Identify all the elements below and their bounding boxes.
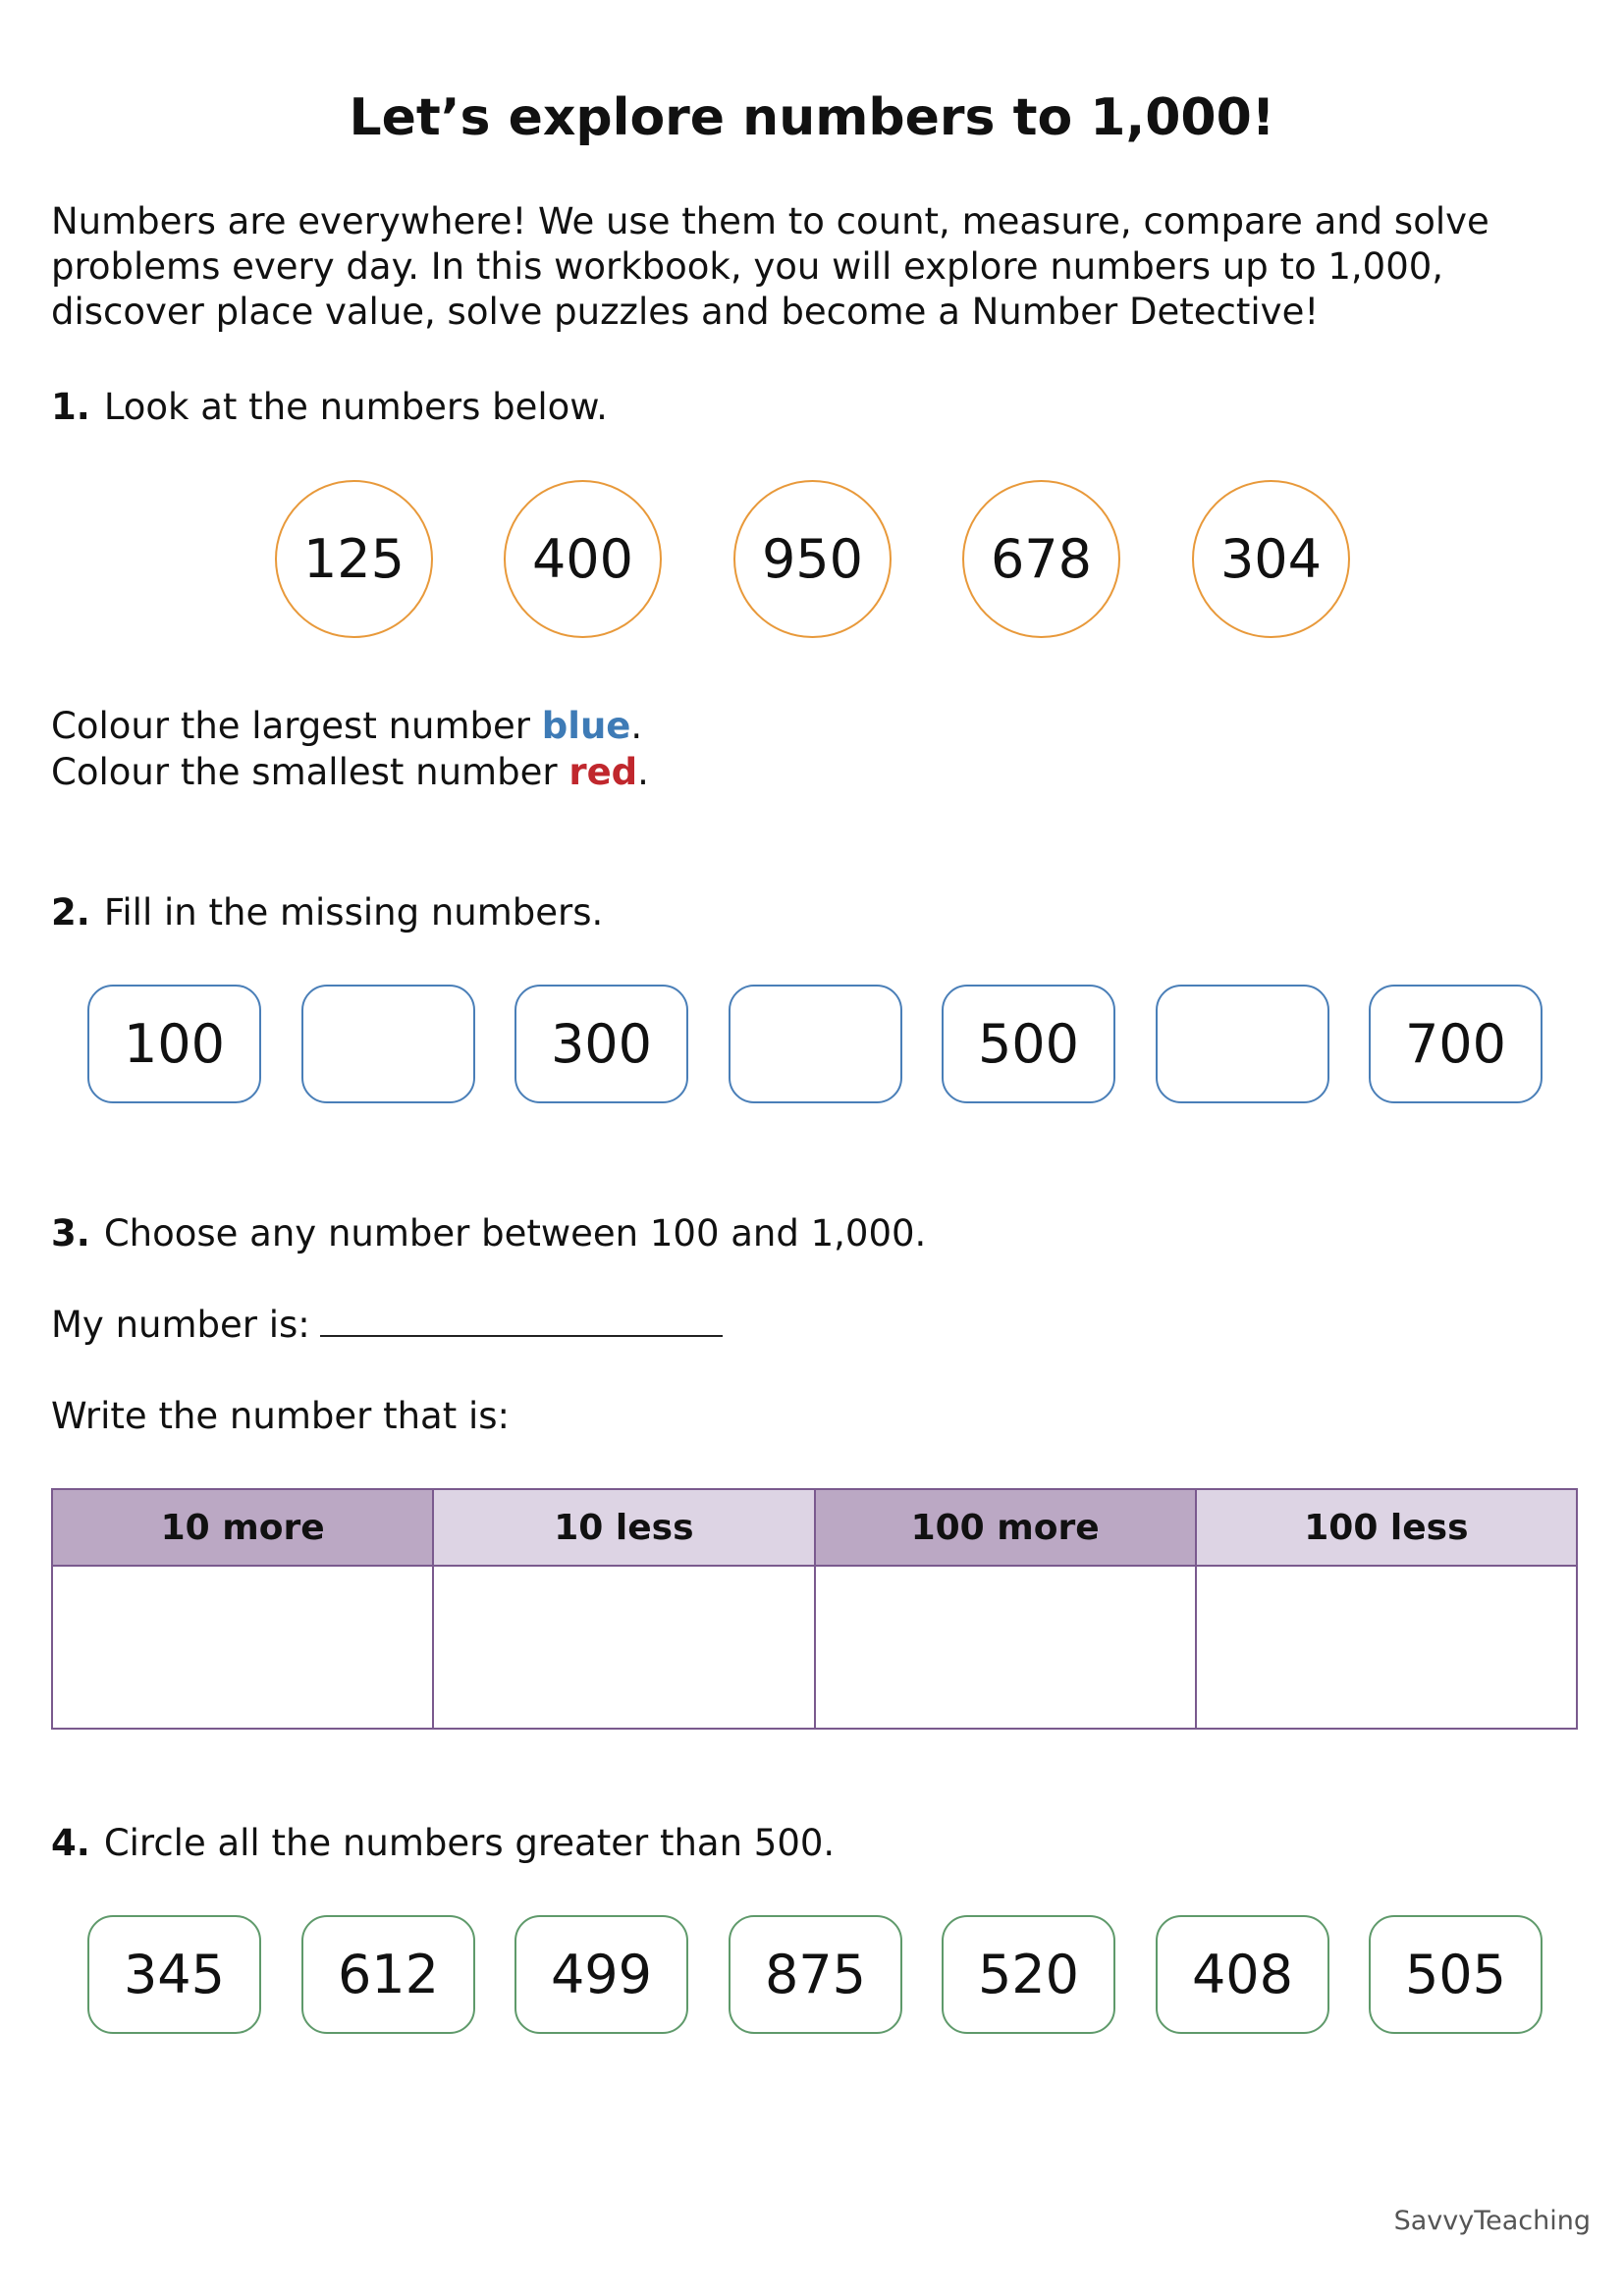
number-option-box[interactable]: 875 bbox=[729, 1915, 902, 2034]
my-number-row bbox=[51, 1304, 723, 1346]
question-4 bbox=[51, 1822, 835, 1864]
answer-cell-10-less[interactable] bbox=[433, 1566, 814, 1729]
question-1 bbox=[51, 386, 608, 428]
number-circle[interactable]: 400 bbox=[504, 480, 662, 638]
question-text: Look at the numbers below. bbox=[103, 386, 608, 428]
intro-line: discover place value, solve puzzles and become a Number Detective! bbox=[51, 291, 1320, 333]
number-option-box[interactable]: 505 bbox=[1369, 1915, 1543, 2034]
table-row bbox=[52, 1566, 1577, 1729]
number-circle[interactable]: 678 bbox=[962, 480, 1120, 638]
instruction-text: Colour the smallest number bbox=[51, 751, 569, 793]
number-circle[interactable]: 125 bbox=[275, 480, 433, 638]
colour-instruction-largest bbox=[51, 705, 642, 747]
question-text: Fill in the missing numbers. bbox=[103, 891, 604, 934]
header-10-more: 10 more bbox=[52, 1489, 433, 1566]
header-10-less: 10 less bbox=[433, 1489, 814, 1566]
instruction-suffix: . bbox=[637, 751, 649, 793]
sequence-box: 700 bbox=[1369, 985, 1543, 1103]
intro-paragraph bbox=[51, 199, 1583, 335]
footer-brand: SavvyTeaching bbox=[1393, 2206, 1591, 2236]
sequence-box: 100 bbox=[87, 985, 261, 1103]
question-3 bbox=[51, 1212, 926, 1255]
question-number: 1. bbox=[51, 386, 90, 428]
sequence-box: 500 bbox=[942, 985, 1115, 1103]
write-number-label: Write the number that is: bbox=[51, 1395, 511, 1437]
number-option-box[interactable]: 612 bbox=[301, 1915, 475, 2034]
my-number-answer-line[interactable] bbox=[320, 1306, 723, 1337]
answer-cell-100-more[interactable] bbox=[815, 1566, 1196, 1729]
more-less-table bbox=[51, 1488, 1578, 1730]
number-option-box[interactable]: 499 bbox=[514, 1915, 688, 2034]
intro-line: Numbers are everywhere! We use them to count, measure, compare and solve bbox=[51, 200, 1489, 242]
colour-instruction-smallest bbox=[51, 751, 649, 793]
sequence-blank-box[interactable] bbox=[1156, 985, 1329, 1103]
blue-word: blue bbox=[541, 705, 631, 747]
question-number: 4. bbox=[51, 1822, 90, 1864]
page-title: Let’s explore numbers to 1,000! bbox=[349, 88, 1275, 147]
question-2 bbox=[51, 891, 603, 934]
number-circle[interactable]: 304 bbox=[1192, 480, 1350, 638]
header-100-more: 100 more bbox=[815, 1489, 1196, 1566]
instruction-suffix: . bbox=[630, 705, 643, 747]
number-option-box[interactable]: 345 bbox=[87, 1915, 261, 2034]
question-text: Choose any number between 100 and 1,000. bbox=[103, 1212, 927, 1255]
question-number: 2. bbox=[51, 891, 90, 934]
question-number: 3. bbox=[51, 1212, 90, 1255]
sequence-box: 300 bbox=[514, 985, 688, 1103]
number-option-box[interactable]: 520 bbox=[942, 1915, 1115, 2034]
header-100-less: 100 less bbox=[1196, 1489, 1577, 1566]
sequence-blank-box[interactable] bbox=[301, 985, 475, 1103]
sequence-blank-box[interactable] bbox=[729, 985, 902, 1103]
answer-cell-100-less[interactable] bbox=[1196, 1566, 1577, 1729]
red-word: red bbox=[568, 751, 638, 793]
number-option-box[interactable]: 408 bbox=[1156, 1915, 1329, 2034]
intro-line: problems every day. In this workbook, you will explore numbers up to 1,000, bbox=[51, 245, 1444, 288]
question-text: Circle all the numbers greater than 500. bbox=[103, 1822, 836, 1864]
number-circle[interactable]: 950 bbox=[733, 480, 892, 638]
answer-cell-10-more[interactable] bbox=[52, 1566, 433, 1729]
instruction-text: Colour the largest number bbox=[51, 705, 542, 747]
my-number-label: My number is: bbox=[51, 1304, 310, 1346]
table-header-row bbox=[52, 1489, 1577, 1566]
